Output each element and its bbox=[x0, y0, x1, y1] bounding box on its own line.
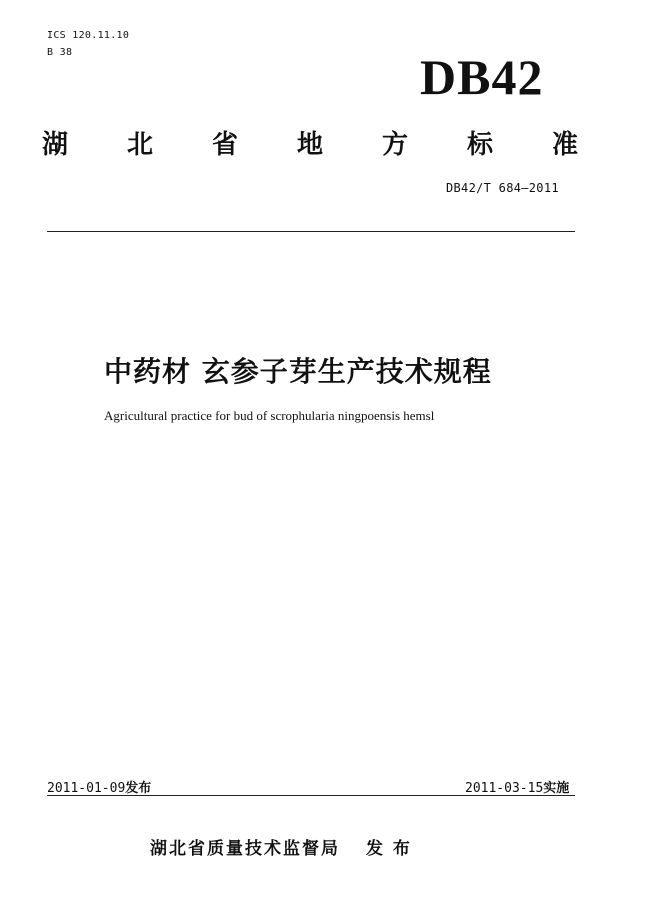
standard-type-char: 湖 bbox=[41, 130, 68, 160]
standard-type bbox=[40, 124, 580, 161]
ics-code: ICS 120.11.10 bbox=[47, 30, 130, 41]
implement-date: 2011-03-15 bbox=[465, 781, 544, 796]
standard-type-char: 北 bbox=[126, 130, 153, 160]
standard-code: DB42/T 684—2011 bbox=[446, 181, 559, 195]
standard-type-char: 地 bbox=[296, 130, 323, 160]
issue-date-line bbox=[47, 777, 151, 796]
issuer-name: 湖北省质量技术监督局 bbox=[150, 839, 340, 859]
standard-type-char: 省 bbox=[211, 130, 238, 160]
title-english: Agricultural practice for bud of scrophularia ningpoensis hemsl bbox=[104, 408, 435, 423]
issuer-action: 发 布 bbox=[366, 839, 412, 859]
issuer-line bbox=[150, 834, 412, 859]
db-mark: DB42 bbox=[420, 49, 544, 105]
bottom-divider bbox=[47, 795, 575, 796]
standard-type-char: 方 bbox=[381, 130, 408, 160]
title-chinese: 中药材 玄参子芽生产技术规程 bbox=[104, 355, 492, 388]
top-divider bbox=[47, 231, 575, 232]
issue-date: 2011-01-09 bbox=[47, 781, 126, 796]
classification-code: B 38 bbox=[47, 47, 73, 58]
standard-type-char: 准 bbox=[551, 130, 578, 160]
standard-type-char: 标 bbox=[466, 130, 493, 160]
issue-label: 发布 bbox=[125, 781, 152, 796]
implement-label: 实施 bbox=[543, 781, 570, 796]
implement-date-line bbox=[465, 777, 569, 796]
